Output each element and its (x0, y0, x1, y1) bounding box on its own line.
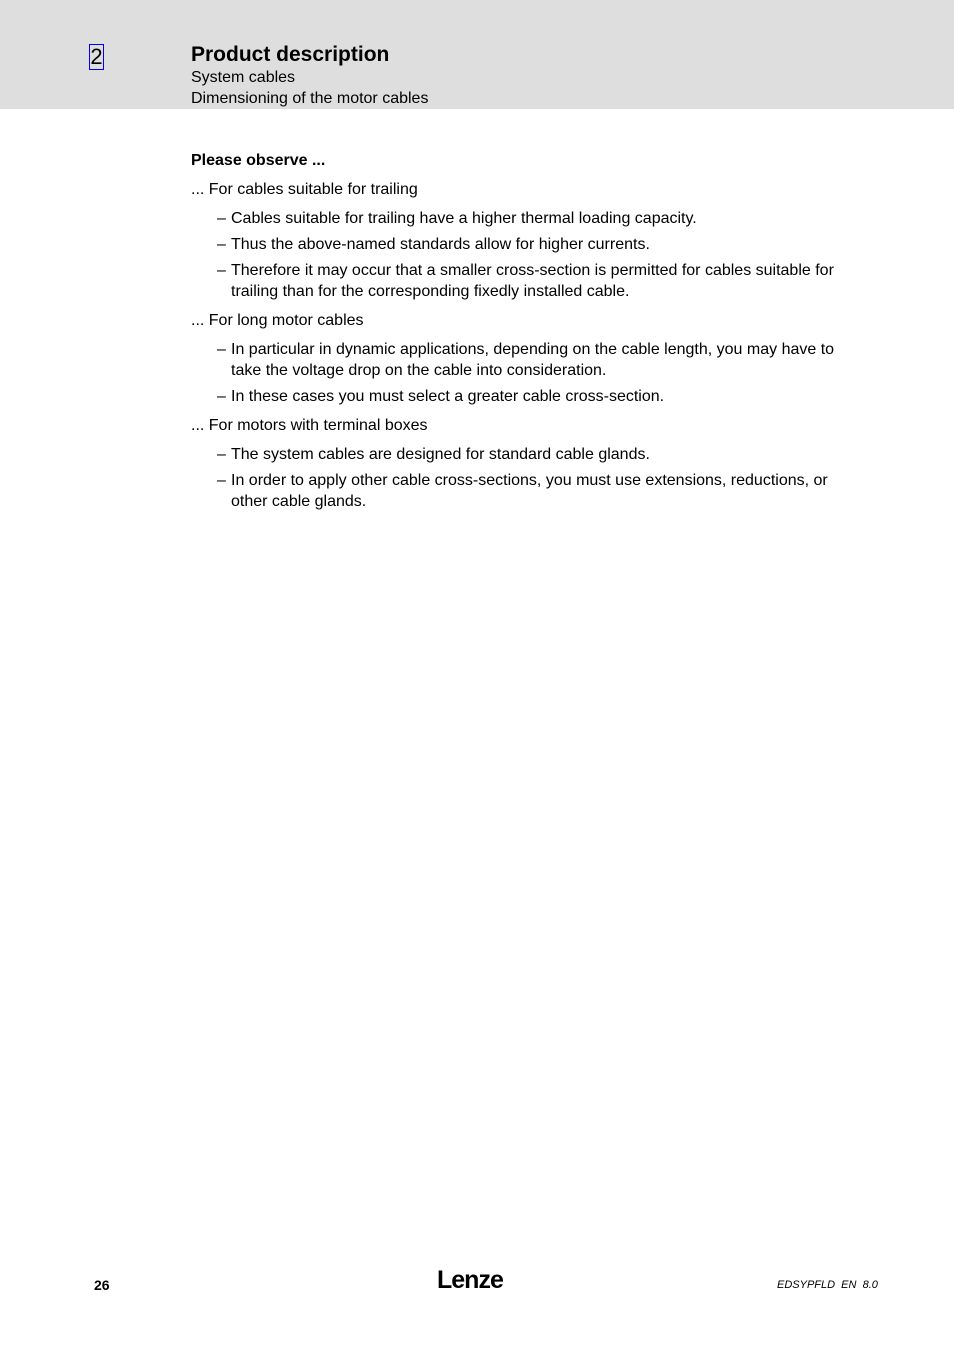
observe-heading: Please observe ... (191, 152, 326, 169)
header-band (0, 0, 954, 109)
dash-marker: – (217, 472, 226, 489)
dash-marker: – (217, 262, 226, 279)
list-item (191, 208, 861, 229)
list-item-text: In order to apply other cable cross-sections, you must use extensions, reductions, or other cable glands. (231, 472, 828, 510)
list-item (191, 470, 861, 512)
list-item (191, 234, 861, 255)
subtitle-dimensioning: Dimensioning of the motor cables (191, 90, 429, 107)
page-title: Product description (191, 43, 390, 66)
list-item (191, 444, 861, 465)
section-trailing (191, 179, 861, 302)
list-item (191, 339, 861, 381)
page-number: 26 (94, 1277, 110, 1293)
list-item-text: Cables suitable for trailing have a higher thermal loading capacity. (231, 210, 697, 227)
section-terminal-boxes (191, 415, 861, 512)
document-id: EDSYPFLD EN 8.0 (777, 1279, 878, 1291)
list-item-text: In these cases you must select a greater cable cross-section. (231, 388, 665, 405)
list-item-text: Therefore it may occur that a smaller cross-section is permitted for cables suitable for trailing than for the corresponding fixedly installed cable. (231, 262, 834, 300)
list-item-text: Thus the above-named standards allow for higher currents. (231, 236, 650, 253)
section-heading: ... For long motor cables (191, 312, 364, 329)
section-heading: ... For cables suitable for trailing (191, 181, 418, 198)
list-item-text: In particular in dynamic applications, depending on the cable length, you may have to take the voltage drop on the cable into consideration. (231, 341, 835, 379)
dash-marker: – (217, 236, 226, 253)
dash-marker: – (217, 341, 226, 358)
list-item-text: The system cables are designed for standard cable glands. (231, 446, 650, 463)
dash-marker: – (217, 210, 226, 227)
subtitle-system-cables: System cables (191, 69, 296, 86)
lenze-logo: Lenze (437, 1266, 503, 1294)
section-long-cables (191, 310, 861, 407)
main-content (191, 150, 861, 520)
list-item (191, 386, 861, 407)
dash-marker: – (217, 388, 226, 405)
list-item (191, 260, 861, 302)
section-heading: ... For motors with terminal boxes (191, 417, 428, 434)
chapter-number-link[interactable]: 2 (90, 44, 103, 69)
dash-marker: – (217, 446, 226, 463)
